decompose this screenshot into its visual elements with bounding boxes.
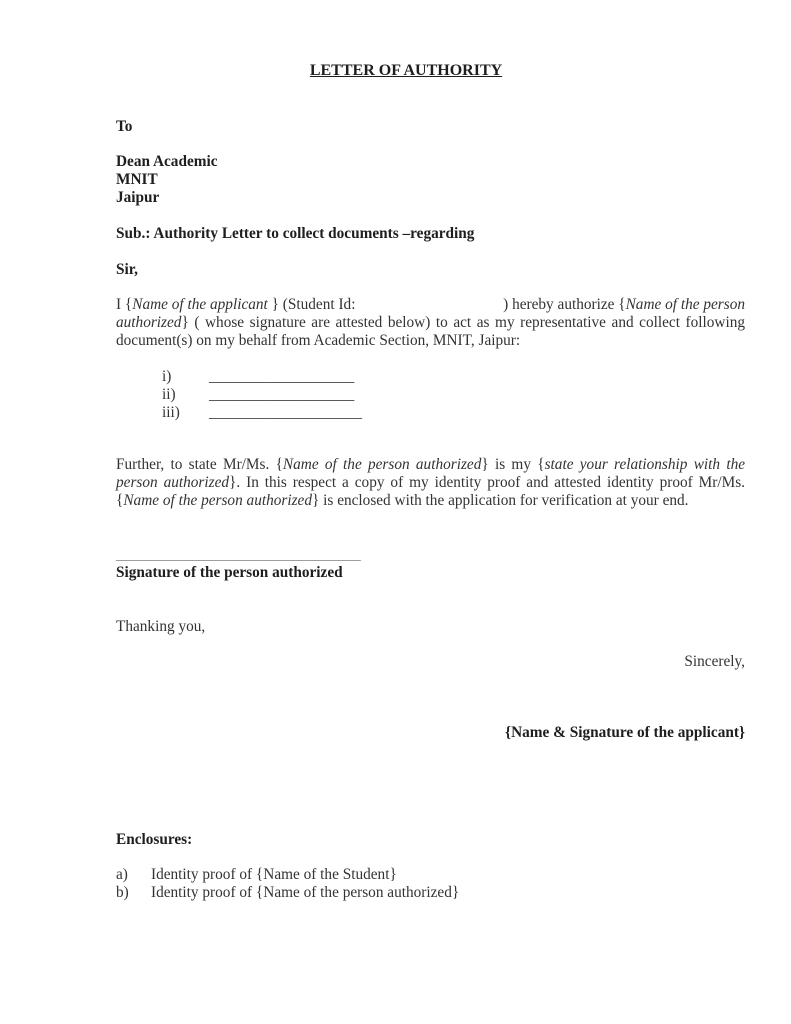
body-text: }. In this respect a copy of my identity proof and attested identity proof Mr/Ms. (229, 474, 746, 491)
salutation: Sir, (116, 261, 138, 278)
applicant-placeholder: Name of the applicant (132, 296, 268, 313)
enclosures-title: Enclosures: (116, 831, 193, 848)
list-item-blank: ___________________ (209, 386, 355, 403)
further-paragraph (116, 456, 745, 510)
signature-line: ________________________________ (116, 546, 361, 563)
body-text: } (Student Id: (267, 296, 356, 313)
addressee-line-2: MNIT (116, 171, 158, 188)
body-text: { (116, 492, 124, 509)
person-placeholder: Name of the person (625, 296, 745, 313)
list-marker: i) (162, 368, 172, 385)
body-text: Further, to state Mr/Ms. { (116, 456, 283, 473)
list-item-blank: ____________________ (209, 404, 362, 421)
enclosure-item: Identity proof of {Name of the Student} (151, 866, 397, 883)
person-placeholder: Name of the person authorized (282, 456, 482, 473)
to-label: To (116, 118, 133, 135)
relationship-placeholder: person authorized (116, 474, 230, 491)
enclosure-marker: b) (116, 884, 129, 901)
signature-label: Signature of the person authorized (116, 564, 343, 581)
further-line-1 (116, 456, 745, 474)
body-text: } is my { (481, 456, 545, 473)
body-line-1b (503, 296, 745, 314)
body-text: } ( whose signature are attested below) to act as my representative and collect following (181, 314, 745, 331)
list-marker: iii) (162, 404, 180, 421)
person-placeholder: Name of the person authorized (123, 492, 312, 509)
body-line-2 (116, 314, 745, 332)
further-line-3 (116, 492, 745, 510)
body-text: } is enclosed with the application for verification at your end. (312, 492, 689, 509)
relationship-placeholder: state your relationship with the (544, 456, 746, 473)
enclosure-marker: a) (116, 866, 128, 883)
document-title: LETTER OF AUTHORITY (309, 62, 503, 79)
body-line-3: document(s) on my behalf from Academic Section, MNIT, Jaipur: (116, 332, 521, 349)
body-text: I { (116, 296, 133, 313)
sincerely-text: Sincerely, (684, 653, 745, 670)
enclosure-item: Identity proof of {Name of the person authorized} (151, 884, 460, 901)
list-item-blank: ___________________ (209, 368, 355, 385)
thanking-text: Thanking you, (116, 618, 206, 635)
subject-line: Sub.: Authority Letter to collect documents –regarding (116, 225, 475, 242)
body-line-1a (116, 296, 355, 314)
addressee-line-3: Jaipur (116, 189, 160, 206)
body-paragraph (116, 314, 745, 350)
further-line-2 (116, 474, 745, 492)
body-text: ) hereby authorize { (503, 296, 626, 313)
addressee-line-1: Dean Academic (116, 153, 218, 170)
list-marker: ii) (162, 386, 176, 403)
person-placeholder: authorized (116, 314, 182, 331)
applicant-signature: {Name & Signature of the applicant} (505, 724, 745, 741)
